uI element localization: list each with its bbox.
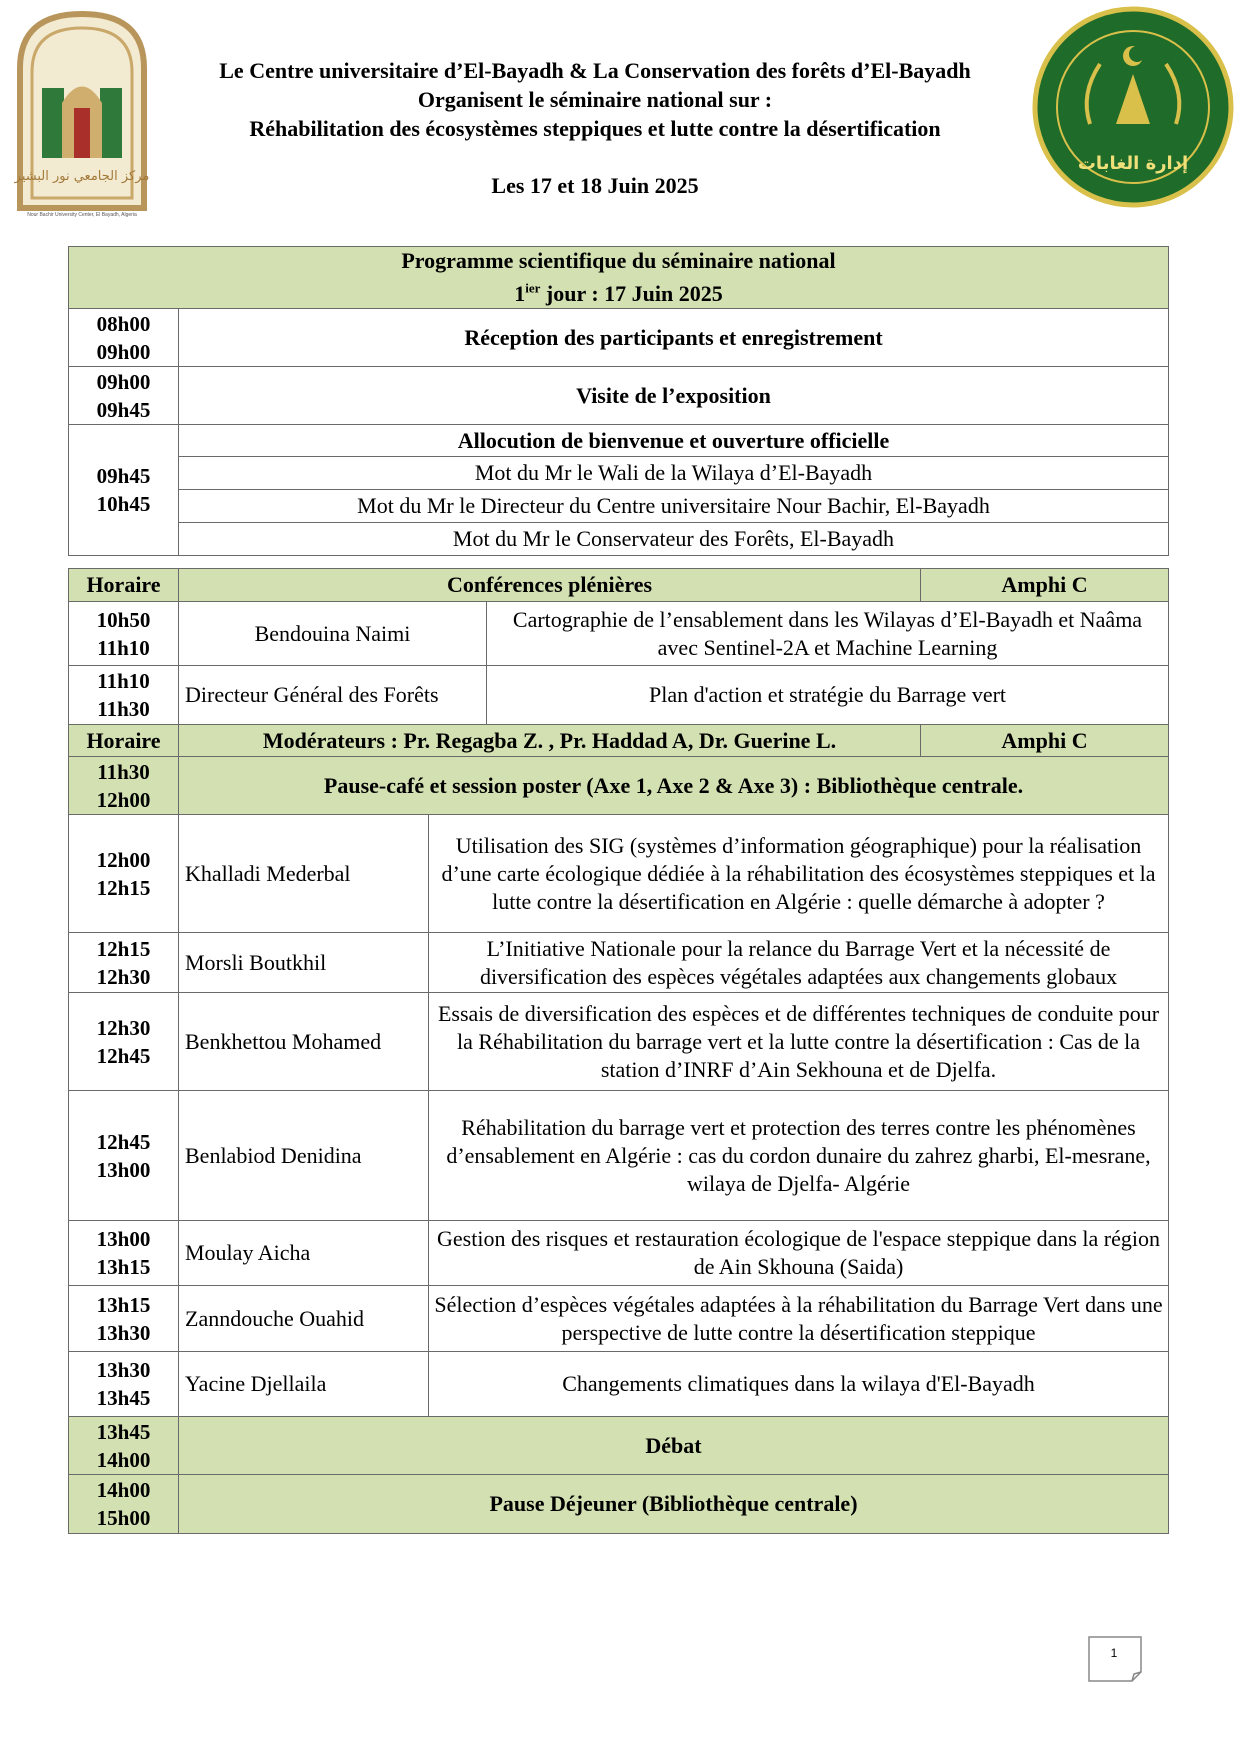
exhibition-text: Visite de l’exposition [179,367,1169,425]
header-room: Amphi C [921,569,1169,602]
table-row: 13h45 14h00 Débat [69,1417,1169,1475]
header-horaire: Horaire [69,569,179,602]
header-dates: Les 17 et 18 Juin 2025 [491,173,699,198]
table-row: 12h45 13h00 Benlabiod Denidina Réhabilitation du barrage vert et protection des terres contre les phénomènes d’ensablement en Algérie : cas du cordon dunaire du zahrez gharbi, El-mesrane, wilaya de Djelfa- Algérie [69,1091,1169,1221]
table-row: 13h15 13h30 Zanndouche Ouahid Sélection d’espèces végétales adaptées à la réhabilitation du Barrage Vert dans une perspective de lutte contre la désertification steppique [69,1286,1169,1352]
header-theme: Réhabilitation des écosystèmes steppiques et lutte contre la désertification [249,116,941,141]
debate: Débat [179,1417,1169,1475]
table-row: 11h10 11h30 Directeur Général des Forêts Plan d'action et stratégie du Barrage vert [69,666,1169,725]
speaker: Khalladi Mederbal [179,815,429,933]
header-plenary: Conférences plénières [179,569,921,602]
plenary-header-row [69,569,1169,602]
document-header [160,56,1030,200]
talk-title: Changements climatiques dans la wilaya d'El-Bayadh [429,1352,1169,1417]
talk-title: Sélection d’espèces végétales adaptées à la réhabilitation du Barrage Vert dans une perspective de lutte contre la désertification steppique [429,1286,1169,1352]
header-intro: Organisent le séminaire national sur : [417,87,773,112]
header-horaire: Horaire [69,725,179,757]
table-row: 11h30 12h00 Pause-café et session poster (Axe 1, Axe 2 & Axe 3) : Bibliothèque centrale. [69,757,1169,815]
header-organizers: Le Centre universitaire d’El-Bayadh & La Conservation des forêts d’El-Bayadh [219,58,971,83]
talk-title: Plan d'action et stratégie du Barrage vert [487,666,1169,725]
lunch-break: Pause Déjeuner (Bibliothèque centrale) [179,1475,1169,1534]
table-row: 08h00 09h00 Réception des participants et enregistrement [69,309,1169,367]
table-row: 13h00 13h15 Moulay Aicha Gestion des risques et restauration écologique de l'espace steppique dans la région de Ain Skhouna (Saida) [69,1221,1169,1286]
talk-title: Essais de diversification des espèces et de différentes techniques de conduite pour la Réhabilitation du barrage vert et la lutte contre la désertification : Cas de la station d’INRF d’Ain Sekhouna et de Djelfa. [429,993,1169,1091]
opening-speech: Mot du Mr le Wali de la Wilaya d’El-Bayadh [179,457,1169,490]
program-title-row [69,247,1169,309]
forestry-logo-arabic: إدارة الغابات [1077,153,1189,174]
university-logo [12,8,152,220]
header-room: Amphi C [921,725,1169,757]
talk-title: L’Initiative Nationale pour la relance du Barrage Vert et la nécessité de diversification des espèces végétales adaptées aux changements globaux [429,933,1169,993]
opening-title: Allocution de bienvenue et ouverture officielle [179,425,1169,457]
speaker: Moulay Aicha [179,1221,429,1286]
opening-speech: Mot du Mr le Conservateur des Forêts, El-Bayadh [179,523,1169,556]
program-title: Programme scientifique du séminaire national [401,248,836,273]
table-row: 13h30 13h45 Yacine Djellaila Changements climatiques dans la wilaya d'El-Bayadh [69,1352,1169,1417]
moderators: Modérateurs : Pr. Regagba Z. , Pr. Haddad A, Dr. Guerine L. [179,725,921,757]
sessions-table [68,568,1169,1534]
university-logo-arabic: مركز الجامعي نور البشير [14,169,150,184]
talk-title: Réhabilitation du barrage vert et protection des terres contre les phénomènes d’ensablement en Algérie : cas du cordon dunaire du zahrez gharbi, El-mesrane, wilaya de Djelfa- Algérie [429,1091,1169,1221]
speaker: Benlabiod Denidina [179,1091,429,1221]
reception-text: Réception des participants et enregistrement [179,309,1169,367]
talk-title: Cartographie de l’ensablement dans les Wilayas d’El-Bayadh et Naâma avec Sentinel-2A et Machine Learning [487,602,1169,666]
speaker: Zanndouche Ouahid [179,1286,429,1352]
table-row: 09h00 09h45 Visite de l’exposition [69,367,1169,425]
talk-title: Utilisation des SIG (systèmes d’information géographique) pour la réalisation d’une carte écologique dédiée à la réhabilitation des écosystèmes steppiques et la lutte contre la désertification en Algérie : quelle démarche à adopter ? [429,815,1169,933]
opening-speech: Mot du Mr le Directeur du Centre universitaire Nour Bachir, El-Bayadh [179,490,1169,523]
speaker: Bendouina Naimi [179,602,487,666]
speaker: Yacine Djellaila [179,1352,429,1417]
university-logo-caption: Nour Bachir University Center, El Bayadh, Algeria [27,212,137,218]
table-row: 10h50 11h10 Bendouina Naimi Cartographie de l’ensablement dans les Wilayas d’El-Bayadh et Naâma avec Sentinel-2A et Machine Learning [69,602,1169,666]
table-row: 12h15 12h30 Morsli Boutkhil L’Initiative Nationale pour la relance du Barrage Vert et la nécessité de diversification des espèces végétales adaptées aux changements globaux [69,933,1169,993]
table-row: 14h00 15h00 Pause Déjeuner (Bibliothèque centrale) [69,1475,1169,1534]
coffee-break: Pause-café et session poster (Axe 1, Axe 2 & Axe 3) : Bibliothèque centrale. [179,757,1169,815]
talk-title: Gestion des risques et restauration écologique de l'espace steppique dans la région de Ain Skhouna (Saida) [429,1221,1169,1286]
speaker: Directeur Général des Forêts [179,666,487,725]
speaker: Benkhettou Mohamed [179,993,429,1091]
page-number: 1 [1110,1646,1118,1660]
forestry-administration-logo [1030,4,1236,210]
table-row: 12h30 12h45 Benkhettou Mohamed Essais de diversification des espèces et de différentes techniques de conduite pour la Réhabilitation du barrage vert et la lutte contre la désertification : Cas de la station d’INRF d’Ain Sekhouna et de Djelfa. [69,993,1169,1091]
table-row: 09h45 10h45 Allocution de bienvenue et ouverture officielle [69,425,1169,457]
speaker: Morsli Boutkhil [179,933,429,993]
opening-program-table [68,246,1169,556]
program-day: $1^{ier}$ jour : 17 Juin 2025 [514,281,723,307]
moderators-header-row [69,725,1169,757]
table-row: 12h00 12h15 Khalladi Mederbal Utilisation des SIG (systèmes d’information géographique) pour la réalisation d’une carte écologique dédiée à la réhabilitation des écosystèmes steppiques et la lutte contre la désertification en Algérie : quelle démarche à adopter ? [69,815,1169,933]
